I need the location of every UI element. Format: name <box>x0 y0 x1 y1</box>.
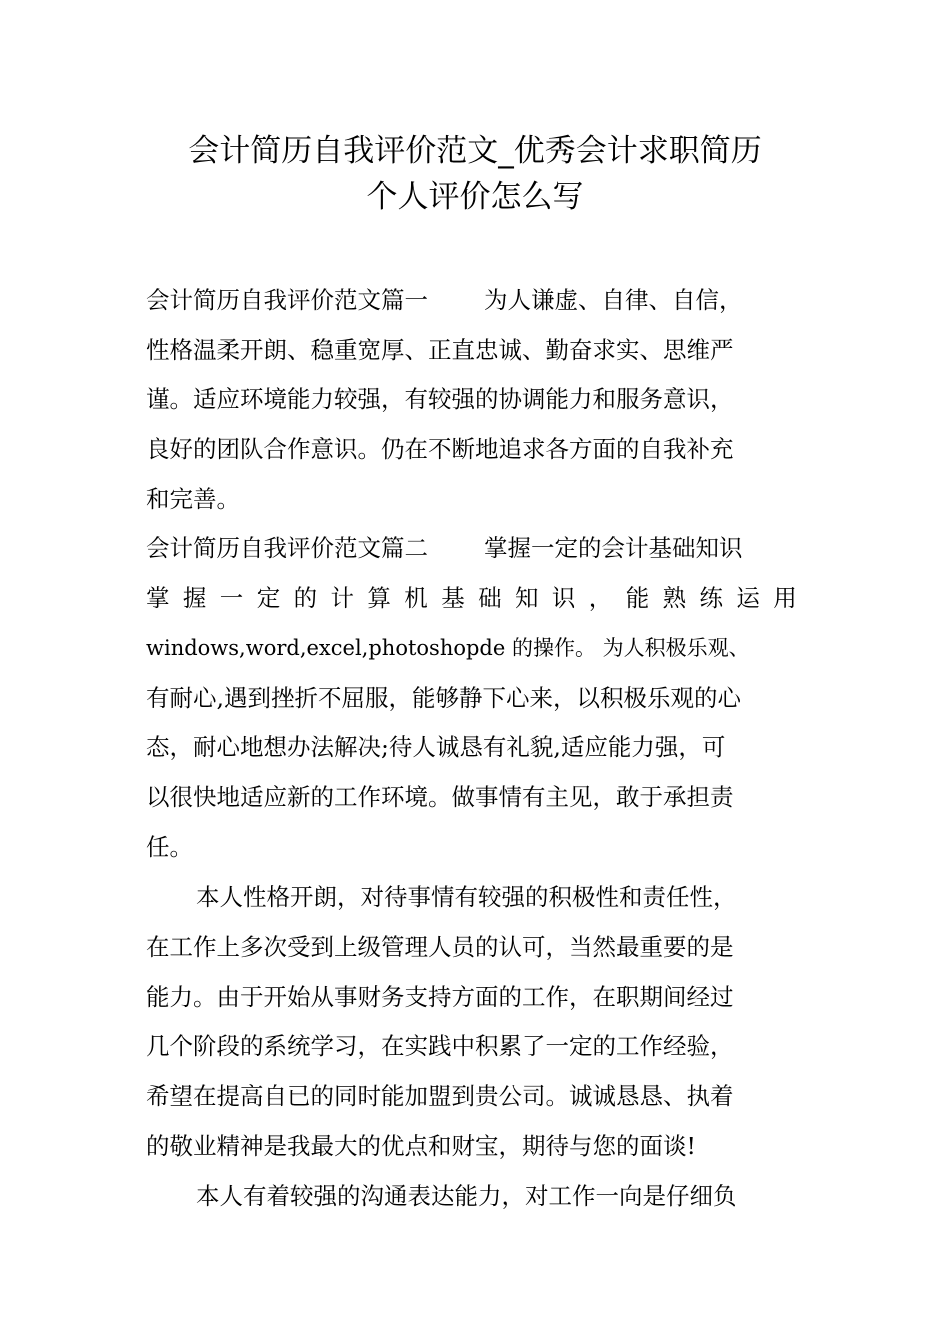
text-line: 能力。由于开始从事财务支持方面的工作，在职期间经过 <box>146 982 734 1011</box>
text-line: 态，耐心地想办法解决;待人诚恳有礼貌,适应能力强，可 <box>146 733 726 762</box>
text-line <box>146 1178 806 1228</box>
text-line: 谨。适应环境能力较强，有较强的协调能力和服务意识， <box>146 385 734 414</box>
text-line: 良好的团队合作意识。仍在不断地追求各方面的自我补充 <box>146 435 734 464</box>
text-line: 几个阶段的系统学习，在实践中积累了一定的工作经验， <box>146 1032 734 1061</box>
text-line: 以很快地适应新的工作环境。做事情有主见，敢于承担责 <box>146 782 734 811</box>
text-line: 有耐心,遇到挫折不屈服，能够静下心来，以积极乐观的心 <box>146 683 741 712</box>
text-line: 的敬业精神是我最大的优点和财宝，期待与您的面谈! <box>146 1131 696 1160</box>
text-line: windows,word,excel,photoshopde 的操作。 为人积极乐观、 <box>146 635 750 660</box>
title-line-2: 个人评价怎么写 <box>366 179 584 215</box>
text-line-content: 本人性格开朗，对待事情有较强的积极性和责任性， <box>196 883 737 912</box>
text-line: 和完善。 <box>146 484 240 513</box>
section-2 <box>146 530 811 879</box>
text-line <box>146 580 811 630</box>
text-line: 任。 <box>146 832 193 861</box>
paragraph-3 <box>146 879 806 1178</box>
document-title <box>0 128 950 220</box>
text-line: 性格温柔开朗、稳重宽厚、正直忠诚、勤奋求实、思维严 <box>146 335 734 364</box>
text-line-content: 掌握一定的计算机基础知识，能熟练运用 <box>146 584 811 613</box>
section-2-heading: 会计简历自我评价范文篇二 <box>146 534 428 563</box>
document-body <box>146 282 811 1228</box>
paragraph-4 <box>146 1178 806 1228</box>
text-line <box>146 530 806 580</box>
title-line-1: 会计简历自我评价范文_优秀会计求职简历 <box>188 133 762 169</box>
text-line: 在工作上多次受到上级管理人员的认可，当然最重要的是 <box>146 932 734 961</box>
section-2-line: 掌握一定的会计基础知识 <box>484 534 743 563</box>
text-line-content: 本人有着较强的沟通表达能力，对工作一向是仔细负 <box>196 1182 737 1211</box>
text-line: 希望在提高自已的同时能加盟到贵公司。诚诚恳恳、执着 <box>146 1081 734 1110</box>
section-1-line: 为人谦虚、自律、自信， <box>484 286 743 314</box>
section-1-heading: 会计简历自我评价范文篇一 <box>146 286 428 314</box>
section-1 <box>146 282 806 530</box>
text-line <box>146 879 806 929</box>
text-line <box>146 282 806 332</box>
